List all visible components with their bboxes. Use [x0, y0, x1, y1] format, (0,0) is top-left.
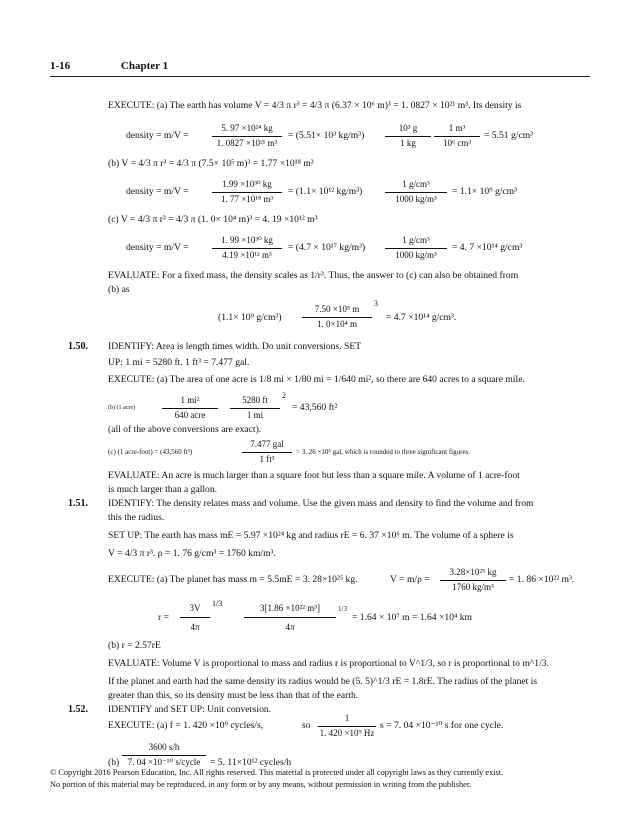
p149-execute-a: EXECUTE: (a) The earth has volume V = 4/3 π r³ = 4/3 π (6.37 × 10⁶ m)³ = 1. 0827 × 10²¹ m³. Its density is: [108, 100, 522, 111]
p149-scale-exp: 3: [374, 299, 378, 308]
fraction-bar: [318, 726, 376, 727]
p149-c-conv-den: 1000 kg/m³: [395, 250, 437, 260]
p150-setup: UP: 1 mi = 5280 ft. 1 ft³ = 7.477 gal.: [108, 357, 250, 368]
p151-evaluate-cont2: greater than this, so its density must be less than that of the earth.: [108, 690, 359, 701]
p149-density-mid: = (5.51× 10³ kg/m³): [288, 130, 365, 141]
fraction-bar: [302, 317, 372, 318]
p149-evaluate: EVALUATE: For a fixed mass, the density scales as 1/r³. Thus, the answer to (c) can also be obtained from: [108, 270, 519, 281]
p149-density-den: 1. 0827 ×10²¹ m³: [216, 138, 278, 148]
p150-exact-note: (all of the above conversions are exact).: [108, 424, 262, 435]
page-header: [50, 60, 168, 72]
p151-radius-exp1: 1/3: [212, 599, 223, 608]
p149-c-density-mid: = (4.7 × 10¹⁷ kg/m³): [288, 242, 366, 253]
p149-g-num: 10³ g: [398, 123, 418, 133]
p149-density-lhs: density = m/V =: [126, 130, 189, 141]
p151-radius-f2-num: 3[1.86 ×10²² m³]: [260, 603, 320, 613]
p149-c-density-lhs: density = m/V =: [126, 242, 189, 253]
p151-evaluate-cont1: If the planet and earth had the same density its radius would be (5. 5)^1/3 rE = 1.8rE. The radius of the planet is: [108, 676, 538, 687]
p150-b-f1-den: 640 acre: [174, 410, 206, 420]
p152-period-result: s = 7. 04 ×10⁻¹⁰ s for one cycle.: [380, 720, 504, 731]
p151-radius-result: = 1.64 × 10⁷ m = 1.64 ×10⁴ km: [352, 612, 473, 623]
p151-execute-a: EXECUTE: (a) The planet has mass m = 5.5mE = 3. 28×10²⁵ kg.: [108, 574, 358, 585]
fraction-bar: [162, 408, 218, 409]
p149-scale-num: 7.50 ×10⁵ m: [314, 304, 360, 314]
fraction-bar: [385, 136, 431, 137]
p151-evaluate: EVALUATE: Volume V is proportional to mass and radius r is proportional to V^1/3, so r is proportional to m^1/3.: [108, 658, 549, 669]
copyright-line-1: © Copyright 2016 Pearson Education, Inc. All rights reserved. This material is protected under all copyright laws as they currently exist.: [50, 768, 504, 777]
p152-execute-a: EXECUTE: (a) f = 1. 420 ×10⁹ cycles/s,: [108, 720, 264, 731]
p149-b-conv-den: 1000 kg/m³: [395, 194, 437, 204]
fraction-bar: [385, 192, 447, 193]
p149-b-conv-num: 1 g/cm³: [402, 179, 430, 189]
p149-scale-den: 1. 0×10⁴ m: [317, 319, 357, 329]
p151-sphere-volume: V = 4/3 π r³. ρ = 1. 76 g/cm³ = 1760 km/m³.: [108, 548, 276, 559]
p149-c-density-num: 1. 99 ×10³⁰ kg: [221, 235, 273, 245]
p149-m-den: 10⁶ cm³: [442, 138, 472, 148]
p152-so: so: [302, 720, 311, 731]
p151-volume-result: = 1. 86 ×10²² m³.: [509, 574, 575, 585]
fraction-bar: [230, 408, 280, 409]
p149-scale-pre: (1.1× 10⁹ g/cm³): [218, 312, 282, 323]
p150-evaluate: EVALUATE: An acre is much larger than a square foot but less than a square mile. A volume of 1 acre-foot: [108, 470, 520, 481]
p152-b-den: 7. 04 ×10⁻¹⁰ s/cycle: [127, 757, 201, 767]
p151-radius-exp2: 1/3: [338, 605, 347, 613]
problem-number-1-52: 1.52.: [68, 704, 88, 715]
p150-b-f2-num: 5280 ft: [242, 395, 268, 405]
p150-execute-a: EXECUTE: (a) The area of one acre is 1/8 mi × 1/80 mi = 1/640 mi², so there are 640 acres to a square mile.: [108, 374, 525, 385]
p151-setup: SET UP: The earth has mass mE = 5.97 ×10²⁴ kg and radius rE = 6. 37 ×10⁶ m. The volume of a sphere is: [108, 530, 514, 541]
fraction-bar: [242, 452, 292, 453]
p149-part-c-volume: (c) V = 4/3 π r³ = 4/3 π (1. 0× 10⁴ m)³ = 4. 19 ×10¹² m³: [108, 214, 318, 225]
p150-b-f1-num: 1 mi²: [180, 395, 200, 405]
p152-period-den: 1. 420 ×10⁹ Hz: [319, 728, 375, 738]
p151-radius-f1-den: 4π: [190, 622, 200, 632]
fraction-bar: [434, 136, 480, 137]
fraction-bar: [212, 136, 282, 137]
p149-g-den: 1 kg: [400, 138, 416, 148]
copyright-line-2: No portion of this material may be reproduced, in any form or by any means, without permission in writing from the publisher.: [50, 780, 472, 789]
p150-b-exp: 2: [282, 391, 286, 400]
p149-b-density-lhs: density = m/V =: [126, 186, 189, 197]
p151-part-b: (b) r = 2.57rE: [108, 640, 161, 651]
p152-identify: IDENTIFY and SET UP: Unit conversion.: [108, 704, 272, 715]
p149-b-density-num: 1.99 ×10³⁰ kg: [222, 179, 272, 189]
p152-b-result: = 5. 11×10¹² cycles/h: [210, 757, 292, 768]
chapter-title: Chapter 1: [120, 60, 169, 72]
p150-c-pre: (c) (1 acre-foot) = (43,560 ft³): [108, 448, 193, 456]
fraction-bar: [440, 580, 506, 581]
p149-scale-result: = 4.7 ×10¹⁴ g/cm³.: [386, 312, 457, 323]
problem-number-1-50: 1.50.: [68, 341, 88, 352]
p151-volume-num: 3.28×10²⁵ kg: [449, 567, 497, 577]
p150-b-result: = 43,560 ft²: [292, 402, 338, 413]
p149-b-density-mid: = (1.1× 10¹² kg/m³): [288, 186, 363, 197]
p152-b-num: 3600 s/h: [148, 742, 180, 752]
p152-b-label: (b): [108, 757, 120, 768]
p151-volume-den: 1760 kg/m³: [452, 582, 494, 592]
page-number: 1-16: [50, 60, 71, 72]
p151-identify: IDENTIFY: The density relates mass and volume. Use the given mass and density to find the volume and from: [108, 498, 534, 509]
fraction-bar: [212, 248, 282, 249]
copyright-footer: [50, 767, 590, 791]
problem-number-1-51: 1.51.: [68, 498, 88, 509]
p152-period-num: 1: [344, 713, 350, 723]
p150-identify: IDENTIFY: Area is length times width. Do unit conversions. SET: [108, 341, 362, 352]
p151-identify-cont: this the radius.: [108, 512, 165, 523]
p149-density-result: = 5.51 g/cm³: [484, 130, 534, 141]
p151-radius-lhs: r =: [158, 612, 170, 623]
p150-b-pre: (b) (1 acre): [108, 405, 135, 411]
p151-radius-f1-num: 3V: [189, 603, 201, 613]
fraction-bar: [385, 248, 447, 249]
header-rule: [50, 76, 590, 77]
fraction-bar: [180, 617, 210, 618]
p149-b-density-result: = 1.1× 10⁹ g/cm³: [452, 186, 518, 197]
p149-density-num: 5. 97 ×10²⁴ kg: [221, 123, 273, 133]
fraction-bar: [212, 192, 282, 193]
p150-evaluate-cont: is much larger than a gallon.: [108, 484, 218, 495]
p151-radius-f2-den: 4π: [285, 622, 295, 632]
p150-c-result: = 3. 26 ×10⁵ gal, which is rounded to three significant figures.: [296, 448, 471, 456]
fraction-bar: [244, 617, 336, 618]
p149-c-density-result: = 4. 7 ×10¹⁴ g/cm³: [452, 242, 523, 253]
p150-b-f2-den: 1 mi: [246, 410, 264, 420]
p150-c-num: 7.477 gal: [250, 439, 284, 449]
p149-evaluate-cont: (b) as: [108, 284, 130, 295]
fraction-bar: [122, 755, 206, 756]
p149-c-conv-num: 1 g/cm³: [402, 235, 430, 245]
p149-c-density-den: 4.19 ×10¹² m³: [222, 250, 272, 260]
p151-volume-lhs: V = m/ρ =: [390, 574, 430, 585]
p149-m-num: 1 m³: [448, 123, 466, 133]
p150-c-den: 1 ft³: [259, 454, 275, 464]
p149-b-density-den: 1. 77 ×10¹⁸ m³: [220, 194, 274, 204]
p149-part-b-volume: (b) V = 4/3 π r³ = 4/3 π (7.5× 10⁵ m)³ = 1.77 ×10¹⁸ m³: [108, 158, 314, 169]
